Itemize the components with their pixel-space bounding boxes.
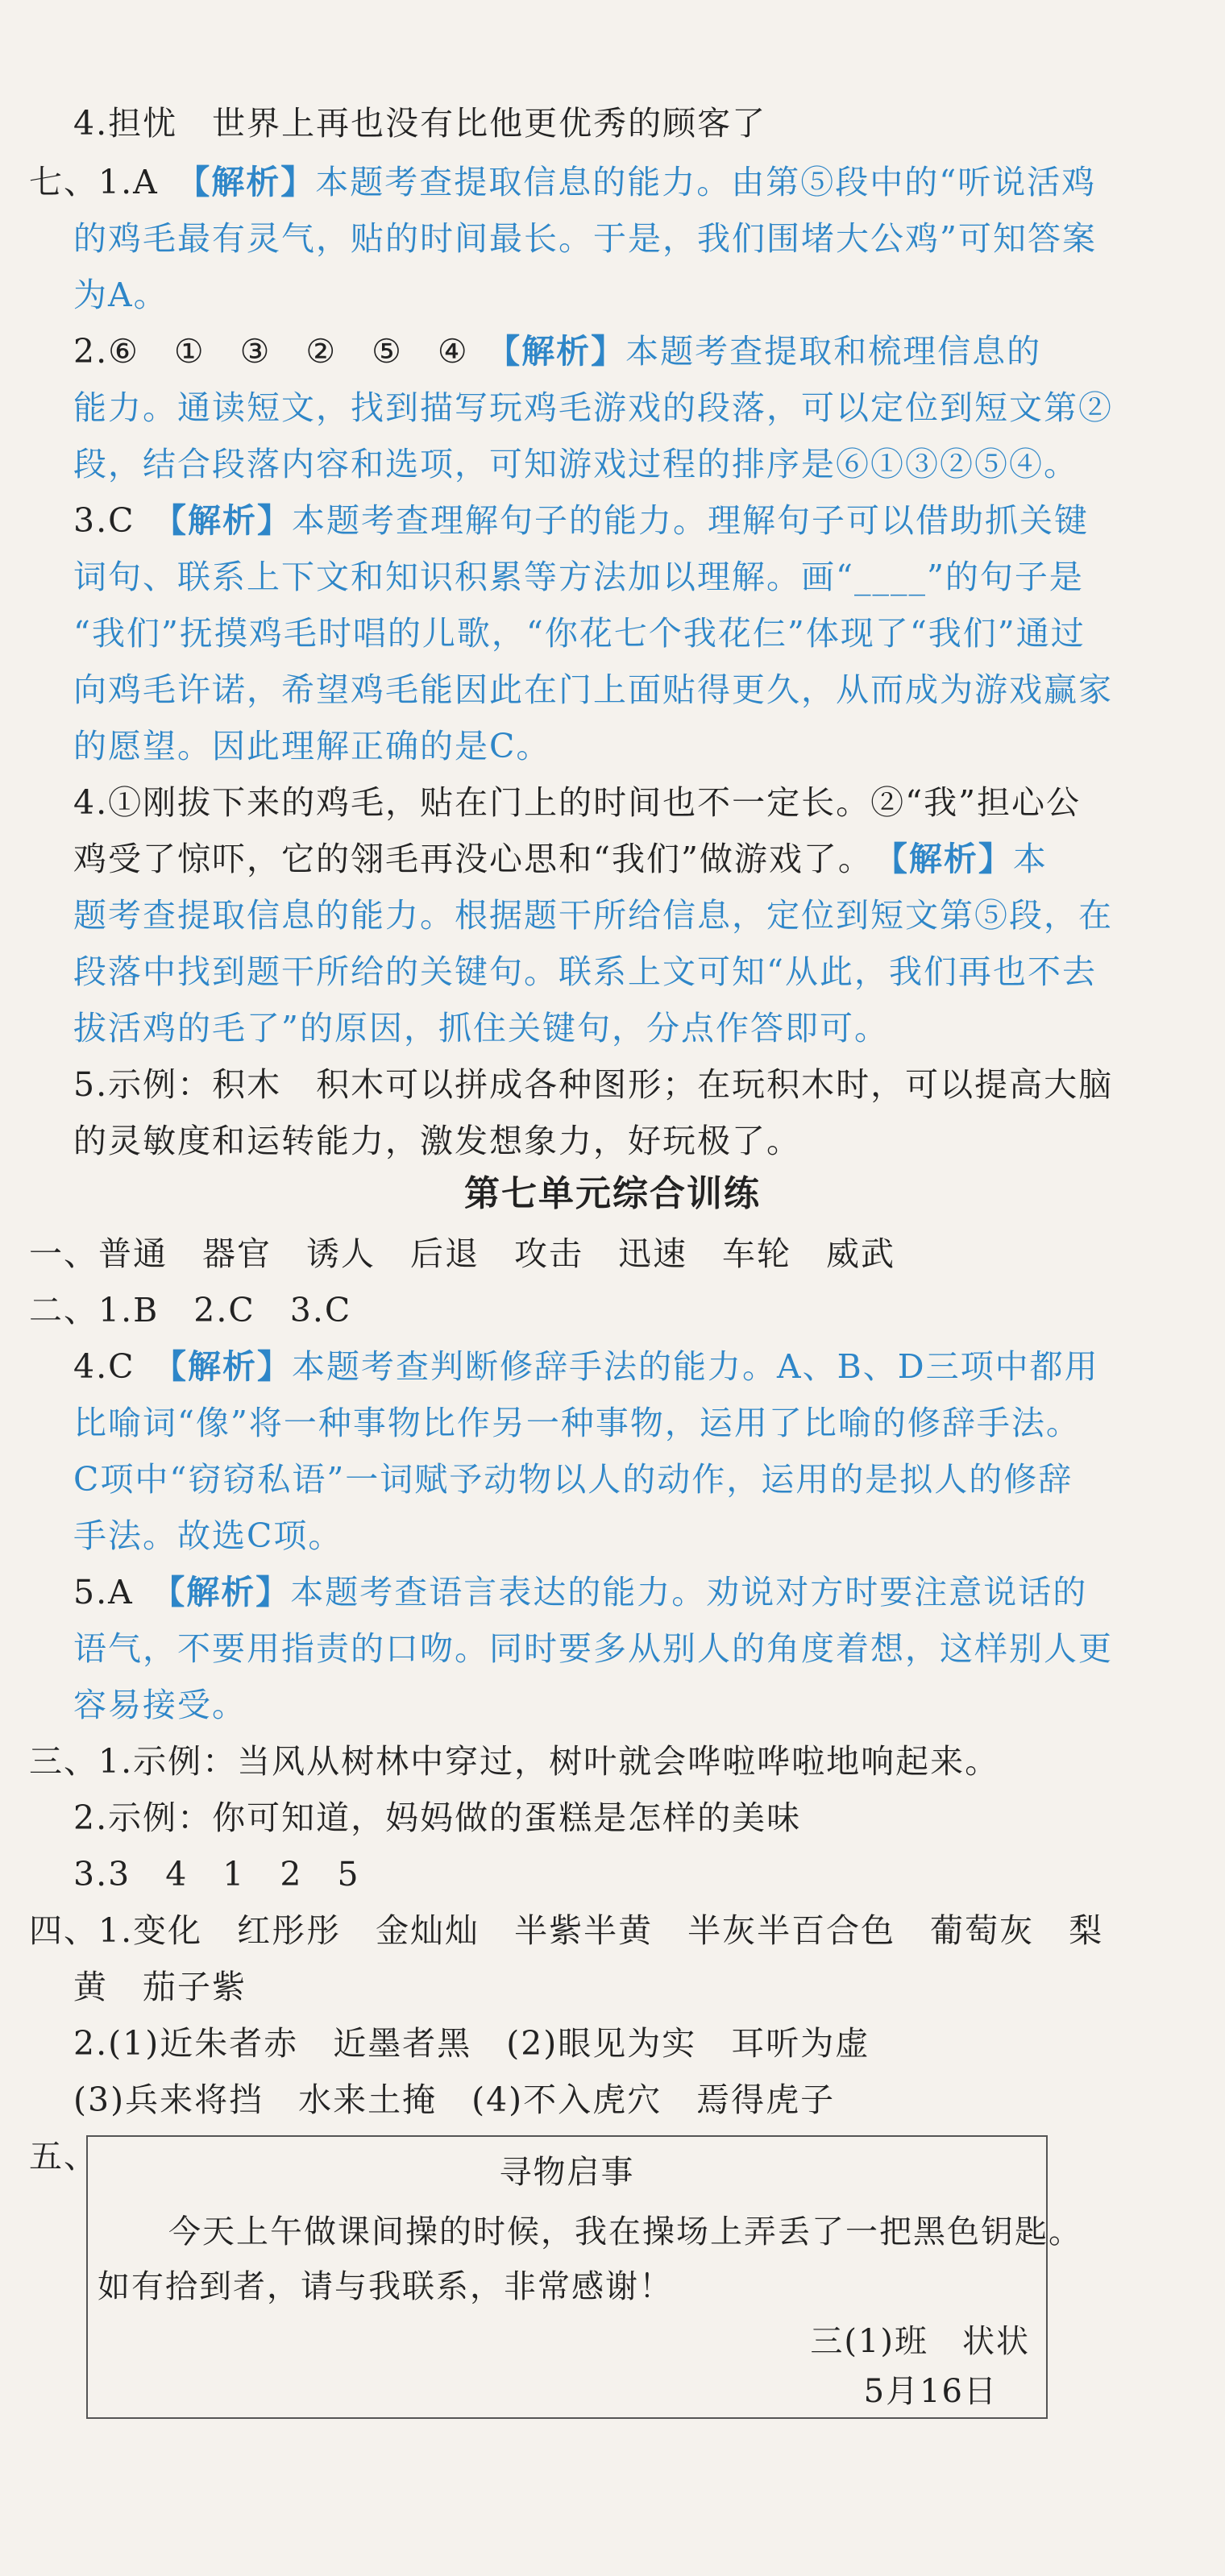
answer-6-4: 4.担忧 世界上再也没有比他更优秀的顾客了 [73, 104, 767, 143]
question-number: 5.A [73, 1573, 168, 1612]
lost-item-notice [86, 2135, 1082, 2419]
explanation-text: 本题考查判断修辞手法的能力。A、B、D三项中都用 [292, 1347, 1099, 1386]
unit-7-title: 第七单元综合训练 [464, 1173, 761, 1214]
unit7-section-5-marker: 五、 [29, 2137, 98, 2176]
unit7-section-4-line-4: (3)兵来将挡 水来土掩 (4)不入虎穴 焉得虎子 [73, 2080, 836, 2119]
explanation-tag: 【解析】 [503, 332, 626, 371]
unit7-2-5-line-2: 语气，不要用指责的口吻。同时要多从别人的角度着想，这样别人更 [73, 1629, 1113, 1668]
unit7-section-4-line-1: 四、1.变化 红彤彤 金灿灿 半紫半黄 半灰半百合色 葡萄灰 梨 [29, 1911, 1104, 1950]
answer-7-3-line-5: 的愿望。因此理解正确的是C。 [73, 727, 551, 765]
explanation-text: 本题考查理解句子的能力。理解句子可以借助抓关键 [292, 501, 1089, 540]
answer-7-2-line-3: 段，结合段落内容和选项，可知游戏过程的排序是⑥①③②⑤④。 [73, 445, 1078, 483]
explanation-text: 本题考查提取和梳理信息的 [625, 332, 1042, 371]
question-number: 2.⑥ ① ③ ② ⑤ ④ [73, 332, 504, 371]
unit7-2-4-line-4: 手法。故选C项。 [73, 1516, 343, 1555]
answer-7-3-line-2: 词句、联系上下文和知识积累等方法加以理解。画“____”的句子是 [73, 558, 1084, 596]
unit7-section-3-line-3: 3.3 4 1 2 5 [73, 1855, 360, 1894]
unit7-2-4-line-2: 比喻词“像”将一种事物比作另一种事物，运用了比喻的修辞手法。 [73, 1404, 1081, 1442]
explanation-tag: 【解析】 [891, 840, 1013, 878]
notice-title: 寻物启事 [499, 2154, 635, 2191]
question-number: 4.C [73, 1347, 170, 1386]
answer-7-2-line-2: 能力。通读短文，找到描写玩鸡毛游戏的段落，可以定位到短文第② [73, 388, 1113, 427]
notice-date: 5月16日 [863, 2373, 998, 2410]
explanation-tag: 【解析】 [169, 1347, 292, 1386]
answer-7-3-line-4: 向鸡毛许诺，希望鸡毛能因此在门上面贴得更久，从而成为游戏赢家 [73, 670, 1113, 709]
unit7-section-2-line-1: 二、1.B 2.C 3.C [29, 1291, 352, 1329]
answer-7-4-line-1: 4.①刚拔下来的鸡毛，贴在门上的时间也不一定长。②“我”担心公 [73, 783, 1082, 822]
unit7-2-4-line-3: C项中“窃窃私语”一词赋予动物以人的动作，运用的是拟人的修辞 [73, 1460, 1073, 1499]
explanation-tag: 【解析】 [169, 501, 292, 540]
notice-signature: 三(1)班 状状 [810, 2323, 1030, 2360]
answer-7-4-line-3: 题考查提取信息的能力。根据题干所给信息，定位到短文第⑤段，在 [73, 896, 1113, 935]
answer-7-4-line-4: 段落中找到题干所给的关键句。联系上文可知“从此，我们再也不去 [73, 952, 1097, 991]
answer-7-4-line-5: 拔活鸡的毛了”的原因，抓住关键句，分点作答即可。 [73, 1009, 889, 1047]
answer-7-4-line-2 [73, 836, 1048, 881]
notice-body-line-2: 如有拾到者，请与我联系，非常感谢！ [98, 2268, 673, 2305]
unit7-section-4-line-3: 2.(1)近朱者赤 近墨者黑 (2)眼见为实 耳听为虚 [73, 2024, 870, 2063]
answer-7-2-line-1 [73, 329, 1041, 374]
section-7-marker: 七、 [29, 163, 98, 201]
unit7-2-5-line-3: 容易接受。 [73, 1686, 247, 1724]
unit7-section-4-line-2: 黄 茄子紫 [73, 1968, 247, 2006]
unit7-2-5-line-1 [73, 1570, 1087, 1615]
explanation-tag: 【解析】 [168, 1573, 291, 1612]
question-number: 1.A [98, 163, 193, 201]
unit7-2-4-line-1 [73, 1344, 1099, 1389]
unit7-section-3-line-2: 2.示例：你可知道，妈妈做的蛋糕是怎样的美味 [73, 1798, 802, 1837]
explanation-text: 本题考查提取信息的能力。由第⑤段中的“听说活鸡 [315, 163, 1097, 201]
answer-7-5-line-2: 的灵敏度和运转能力，激发想象力，好玩极了。 [73, 1122, 801, 1160]
unit7-section-3-line-1: 三、1.示例：当风从树林中穿过，树叶就会哗啦哗啦地响起来。 [29, 1742, 1000, 1781]
unit7-section-1: 一、普通 器官 诱人 后退 攻击 迅速 车轮 威武 [29, 1234, 895, 1273]
explanation-text: 本题考查语言表达的能力。劝说对方时要注意说话的 [290, 1573, 1088, 1612]
answer-7-3-line-3: “我们”抚摸鸡毛时唱的儿歌，“你花七个我花仨”体现了“我们”通过 [73, 614, 1086, 653]
notice-body-line-1: 今天上午做课间操的时候，我在操场上弄丢了一把黑色钥匙。 [168, 2213, 1082, 2250]
answer-7-1-line-2: 的鸡毛最有灵气，贴的时间最长。于是，我们围堵大公鸡”可知答案 [73, 219, 1097, 258]
explanation-tag: 【解析】 [193, 163, 316, 201]
explanation-text: 本 [1012, 840, 1048, 878]
answer-7-1-line-1 [29, 160, 1096, 205]
question-number: 3.C [73, 501, 170, 540]
answer-text: 鸡受了惊吓，它的翎毛再没心思和“我们”做游戏了。 [73, 840, 857, 878]
answer-7-1-line-3: 为A。 [73, 276, 168, 314]
answer-7-3-line-1 [73, 498, 1089, 543]
answer-7-5-line-1: 5.示例：积木 积木可以拼成各种图形；在玩积木时，可以提高大脑 [73, 1065, 1114, 1104]
